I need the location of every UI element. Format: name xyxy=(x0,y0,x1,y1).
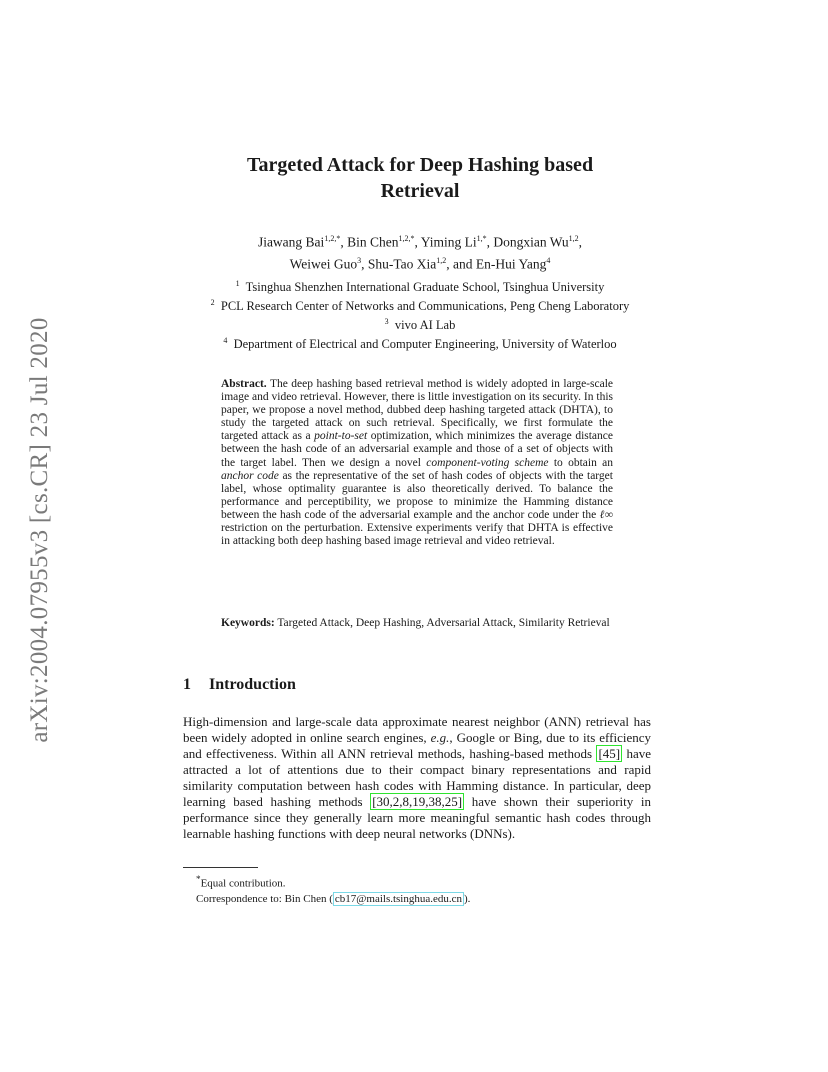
author-line-2: Weiwei Guo$^3$, Shu-Tao Xia$^{1,2}$, and En-Hui Yang$^4$ xyxy=(289,255,551,271)
affiliation-1: $^1$ Tsinghua Shenzhen International Graduate School, Tsinghua University xyxy=(235,279,605,295)
abstract-emph: anchor code xyxy=(221,469,279,482)
author-name: Bin Chen xyxy=(347,234,399,250)
author-name: Yiming Li xyxy=(420,234,477,250)
affiliation-4: $^4$ Department of Electrical and Computer Engineering, University of Waterloo xyxy=(223,336,617,352)
author-name: Dongxian Wu xyxy=(493,234,569,250)
author-and: and xyxy=(453,256,473,271)
author-sup: 3 xyxy=(357,255,362,265)
paper-title-line-2: Retrieval xyxy=(380,180,460,202)
citation-link[interactable]: [45] xyxy=(598,746,621,761)
keywords-label: Keywords: xyxy=(221,617,275,629)
paper-title xyxy=(160,152,680,204)
author-sup: 1,2,* xyxy=(324,234,341,243)
abstract-emph: point-to-set xyxy=(314,430,368,443)
arxiv-identifier-text: arXiv:2004.07955v3 [cs.CR] 23 Jul 2020 xyxy=(26,317,53,743)
author-sup: 1,2,* xyxy=(398,234,415,243)
author-line-1: Jiawang Bai$^{1,2,*}$, Bin Chen$^{1,2,*}$, Yiming $Li^{1,*}$, Dongxian Wu$^{1,2}$, xyxy=(257,234,583,250)
keywords xyxy=(221,617,613,631)
linf-symbol: ℓ∞ xyxy=(599,508,613,521)
author-sup: 4 xyxy=(546,255,551,265)
affiliation-3: $^3$ vivo AI Lab xyxy=(384,317,456,333)
author-sup: 1,2 xyxy=(568,234,579,243)
author-name: Jiawang Bai xyxy=(257,234,325,250)
footnotes xyxy=(196,872,656,907)
abstract: Abstract. The deep hashing based retrieval method is widely adopted in large-scale image and video retrieval. However, there is little investigation on its security. In this paper, we propose a novel method, dubbed deep hashing targeted attack (DHTA), to study the targeted attack on such retrieval. Specifically, we first formulate the targeted attack as a point-to-set optimization, which minimizes the average distance between the hash code of an adversarial example and those of a set of objects with the target label. Then we design a novel component-voting scheme to obtain an anchor code as the representative of the set of hash codes of objects with the target label, whose optimality guarantee is also theoretically derived. To balance the performance and perceptibility, we propose to minimize the Hamming distance between the hash code of the adversarial example and the anchor code under the ℓ∞ restriction on the perturbation. Extensive experiments verify that DHTA is effective in attacking both deep hashing based image retrieval and video retrieval. xyxy=(221,378,613,548)
citation-link[interactable]: [30,2,8,19,38,25] xyxy=(372,794,463,809)
intro-paragraph: High-dimension and large-scale data approximate nearest neighbor (ANN) retrieval has been widely adopted in online search engines, e.g., Google or Bing, due to its efficiency and effectiveness. Within all ANN retrieval methods, hashing-based methods [45] have attracted a lot of attentions due to their compact binary representations and rapid similarity computation between hash codes with Hamming distance. In particular, deep learning based hashing methods [30,2,8,19,38,25] have shown their superiority in performance since they generally learn more meaningful semantic hash codes through learnable hashing functions with deep neural networks (DNNs). xyxy=(183,714,652,841)
email-link[interactable]: cb17@mails.tsinghua.edu.cn xyxy=(334,892,463,905)
affiliations xyxy=(150,276,690,353)
author-list xyxy=(150,230,690,273)
author-name: Shu-Tao Xia xyxy=(367,256,437,271)
footnote-rule xyxy=(183,867,258,868)
author-name: En-Hui Yang xyxy=(475,256,547,271)
section-heading xyxy=(183,676,296,694)
arxiv-identifier xyxy=(10,295,70,765)
affiliation-2: $^2$ PCL Research Center of Networks and Communications, Peng Cheng Laboratory xyxy=(210,298,630,314)
author-name: Weiwei Guo xyxy=(289,256,358,271)
section-number: 1 xyxy=(183,676,191,693)
abstract-label: Abstract. xyxy=(221,378,267,390)
abstract-emph: component-voting scheme xyxy=(426,456,549,469)
keywords-text: Targeted Attack, Deep Hashing, Adversarial Attack, Similarity Retrieval xyxy=(274,617,610,629)
footnote-equal: *Equal contribution. xyxy=(196,874,286,890)
paper-title-line-1: Targeted Attack for Deep Hashing based xyxy=(246,154,594,176)
section-title: Introduction xyxy=(209,676,296,693)
author-sup: 1,* xyxy=(476,234,487,243)
footnote-correspondence: Correspondence to: Bin Chen ( cb17@mails.tsinghua.edu.cn ). xyxy=(196,892,471,905)
author-sup: 1,2 xyxy=(436,255,447,265)
